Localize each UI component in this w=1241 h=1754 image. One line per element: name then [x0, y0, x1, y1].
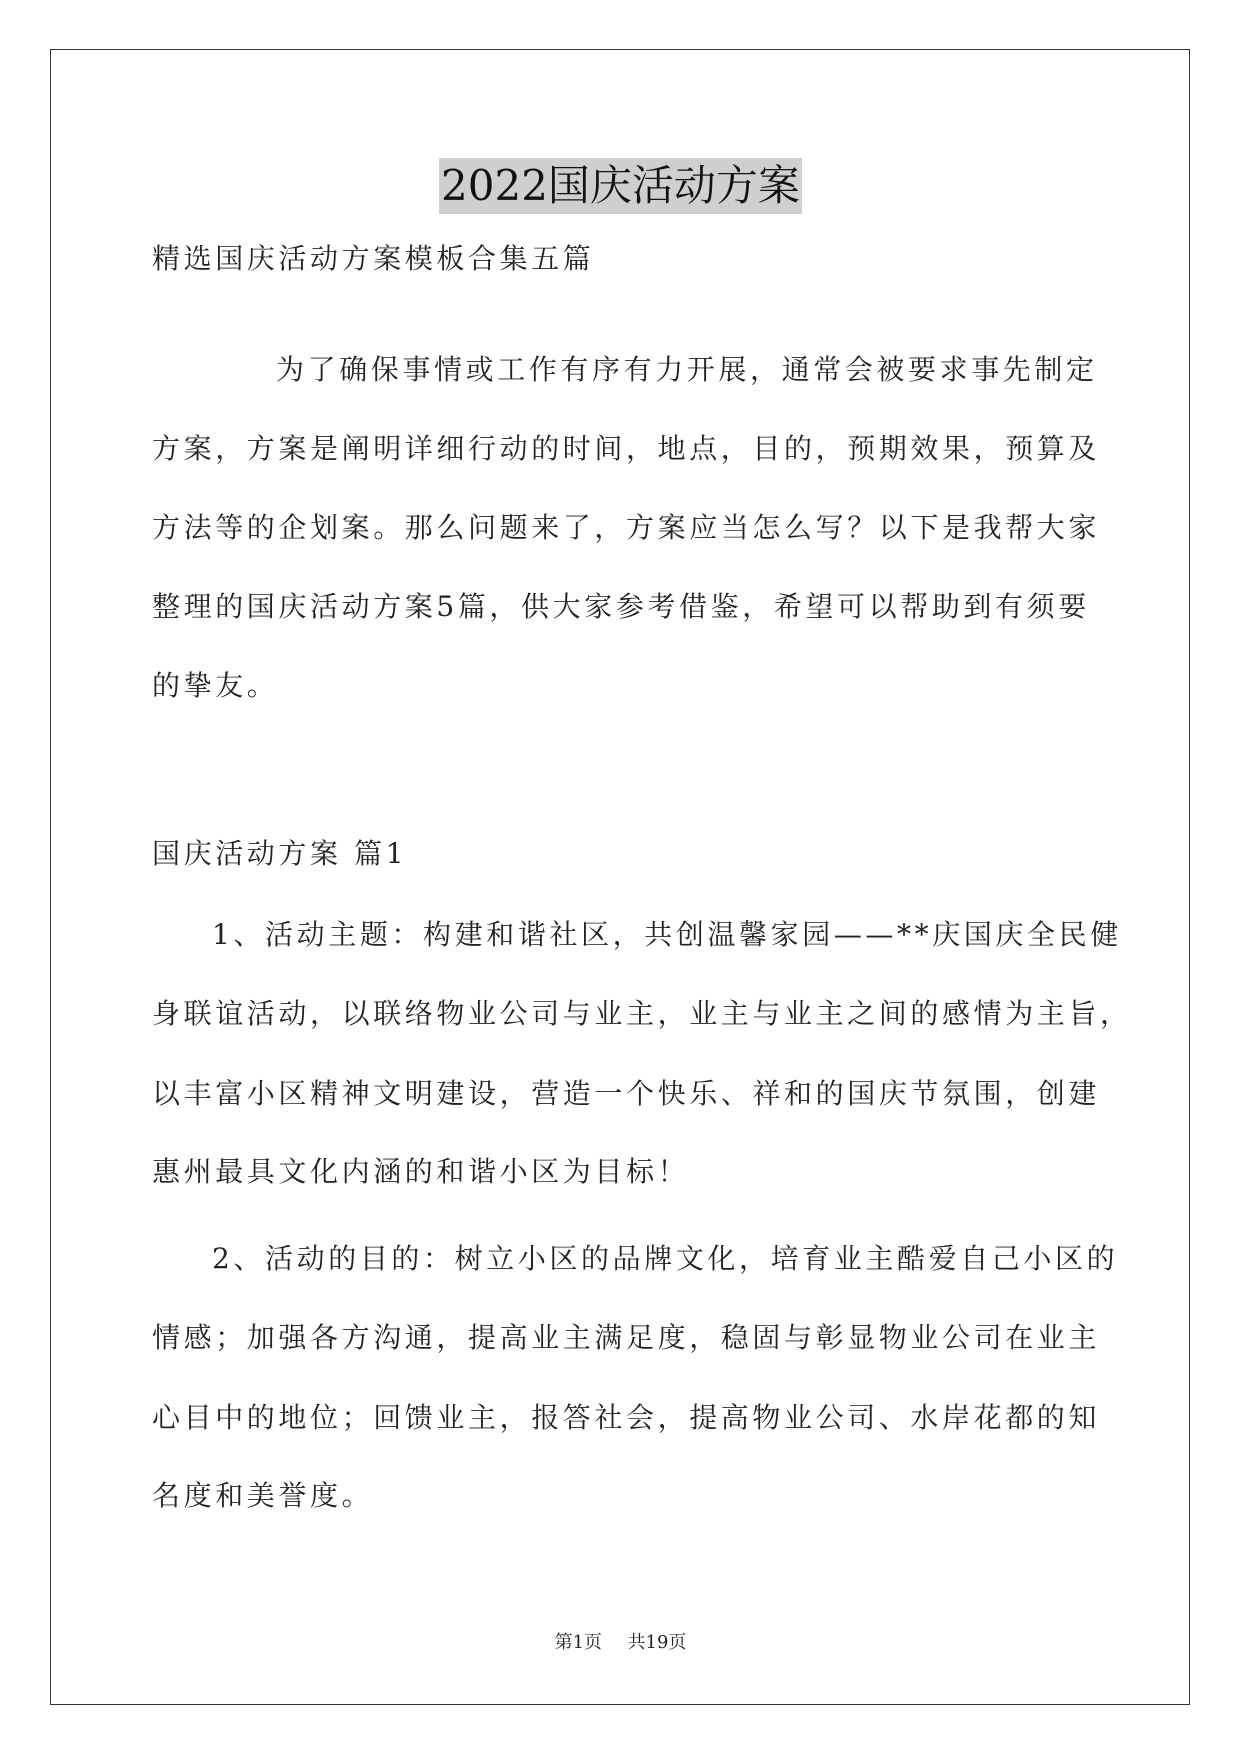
intro-line-1: 为了确保事情或工作有序有力开展，通常会被要求事先制定 — [276, 353, 1098, 386]
section-heading: 国庆活动方案 篇1 — [152, 837, 408, 870]
item2-line-3: 心目中的地位；回馈业主，报答社会，提高物业公司、水岸花都的知 — [152, 1401, 1101, 1434]
item2-line-2: 情感；加强各方沟通，提高业主满足度，稳固与彰显物业公司在业主 — [152, 1321, 1101, 1354]
page-number: 第1页 — [554, 1632, 603, 1653]
item2-line-1: 2、活动的目的：树立小区的品牌文化，培育业主酷爱自己小区的 — [212, 1242, 1119, 1275]
item1-line-2: 身联谊活动，以联络物业公司与业主，业主与业主之间的感情为主旨， — [152, 997, 1132, 1030]
intro-line-2: 方案，方案是阐明详细行动的时间，地点，目的，预期效果，预算及 — [152, 432, 1101, 465]
item2-line-4: 名度和美誉度。 — [152, 1479, 374, 1512]
intro-line-4: 整理的国庆活动方案5篇，供大家参考借鉴，希望可以帮助到有须要 — [152, 590, 1090, 623]
intro-line-3: 方法等的企划案。那么问题来了，方案应当怎么写？以下是我帮大家 — [152, 511, 1101, 544]
title-container — [0, 158, 1241, 214]
subtitle: 精选国庆活动方案模板合集五篇 — [152, 242, 595, 275]
total-pages: 共19页 — [627, 1632, 687, 1653]
item1-line-1: 1、活动主题：构建和谐社区，共创温馨家园——**庆国庆全民健 — [212, 918, 1122, 951]
page-border — [50, 49, 1190, 1705]
item1-line-4: 惠州最具文化内涵的和谐小区为目标！ — [152, 1155, 690, 1188]
document-title: 2022国庆活动方案 — [439, 158, 802, 214]
page-footer — [0, 1628, 1241, 1654]
intro-line-5: 的挚友。 — [152, 669, 279, 702]
item1-line-3: 以丰富小区精神文明建设，营造一个快乐、祥和的国庆节氛围，创建 — [152, 1077, 1101, 1110]
